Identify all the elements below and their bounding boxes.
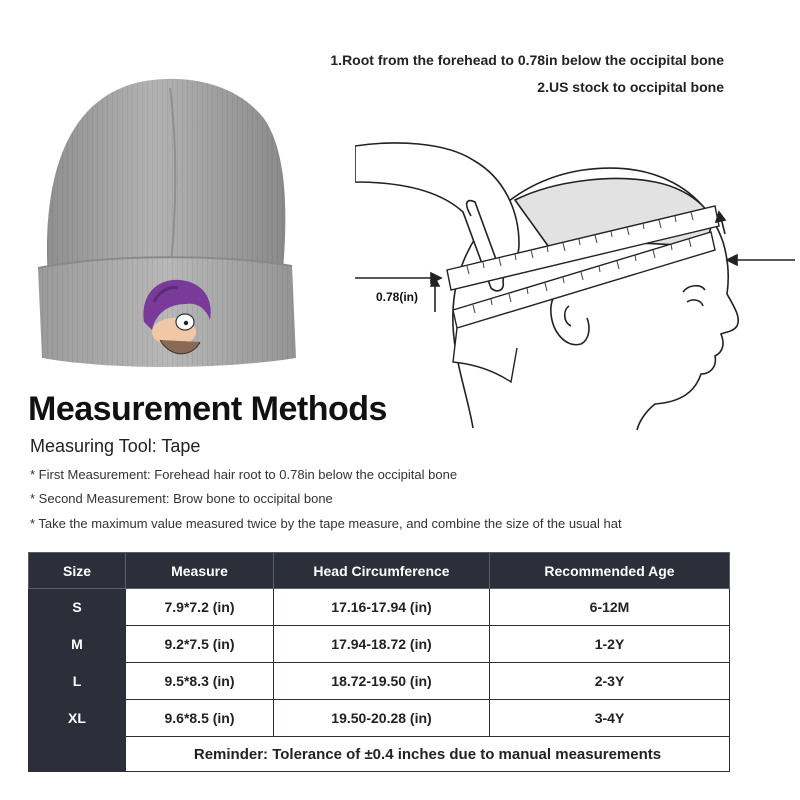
size-cell: XL bbox=[29, 700, 126, 737]
head-circumference-cell: 19.50-20.28 (in) bbox=[274, 700, 490, 737]
head-circumference-cell: 17.94-18.72 (in) bbox=[274, 626, 490, 663]
instruction-2: 2.US stock to occipital bone bbox=[537, 79, 724, 95]
measure-cell: 9.2*7.5 (in) bbox=[126, 626, 274, 663]
size-cell: M bbox=[29, 626, 126, 663]
table-row bbox=[29, 663, 730, 700]
table-row bbox=[29, 700, 730, 737]
measure-cell: 9.6*8.5 (in) bbox=[126, 700, 274, 737]
size-cell: L bbox=[29, 663, 126, 700]
size-chart-table bbox=[28, 552, 730, 772]
head-measurement-diagram bbox=[355, 112, 795, 430]
measure-cell: 9.5*8.3 (in) bbox=[126, 663, 274, 700]
reminder-row bbox=[29, 737, 730, 772]
header-recommended-age: Recommended Age bbox=[490, 553, 730, 589]
reminder-spacer-cell bbox=[29, 737, 126, 772]
bullet-second-measurement: * Second Measurement: Brow bone to occipital bone bbox=[30, 491, 333, 506]
table-row bbox=[29, 589, 730, 626]
page-title: Measurement Methods bbox=[28, 390, 387, 428]
header-measure: Measure bbox=[126, 553, 274, 589]
header-size: Size bbox=[29, 553, 126, 589]
beanie-image bbox=[20, 40, 310, 380]
recommended-age-cell: 3-4Y bbox=[490, 700, 730, 737]
table-row bbox=[29, 626, 730, 663]
bullet-max-value: * Take the maximum value measured twice by the tape measure, and combine the size of the usual hat bbox=[30, 516, 622, 531]
header-head-circumference: Head Circumference bbox=[274, 553, 490, 589]
measuring-tool-label: Measuring Tool: Tape bbox=[30, 436, 201, 456]
recommended-age-cell: 1-2Y bbox=[490, 626, 730, 663]
head-circumference-cell: 18.72-19.50 (in) bbox=[274, 663, 490, 700]
recommended-age-cell: 6-12M bbox=[490, 589, 730, 626]
recommended-age-cell: 2-3Y bbox=[490, 663, 730, 700]
table-header-row bbox=[29, 553, 730, 589]
offset-label: 0.78(in) bbox=[376, 290, 419, 304]
size-cell: S bbox=[29, 589, 126, 626]
measure-cell: 7.9*7.2 (in) bbox=[126, 589, 274, 626]
instruction-1: 1.Root from the forehead to 0.78in below the occipital bone bbox=[330, 52, 724, 68]
bullet-first-measurement: * First Measurement: Forehead hair root to 0.78in below the occipital bone bbox=[30, 467, 458, 482]
reminder-text: Reminder: Tolerance of ±0.4 inches due to manual measurements bbox=[126, 737, 730, 772]
head-circumference-cell: 17.16-17.94 (in) bbox=[274, 589, 490, 626]
